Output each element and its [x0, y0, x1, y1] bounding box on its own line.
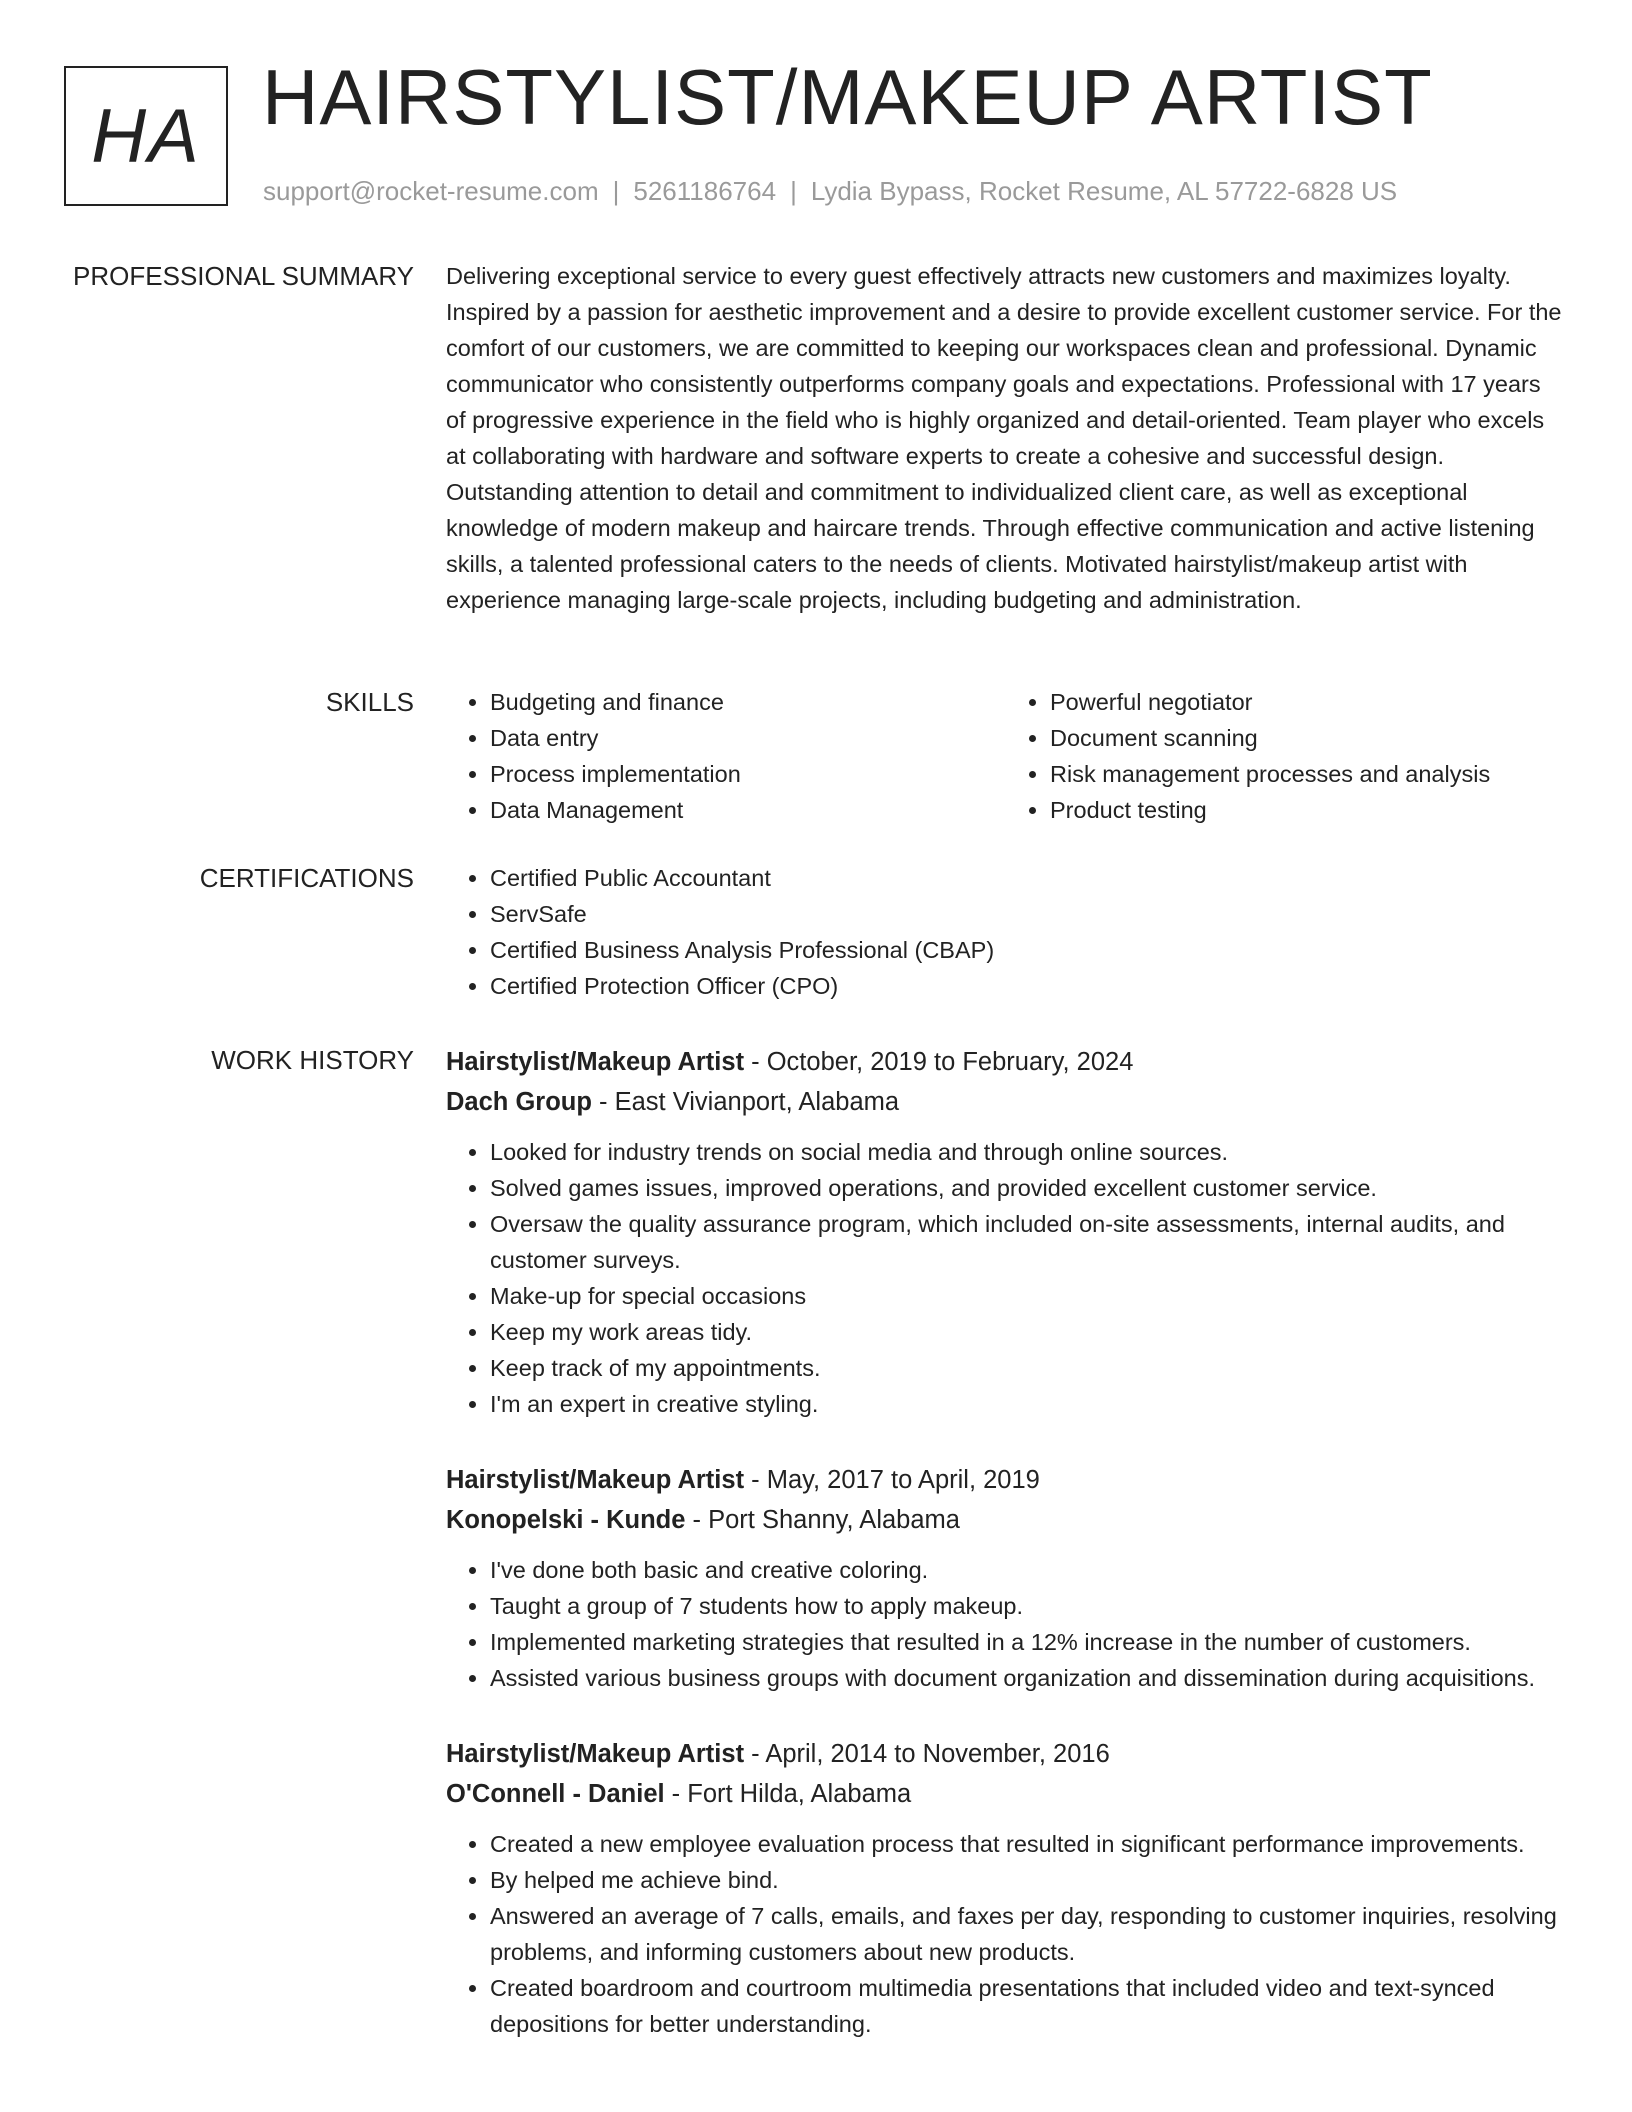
job-duty-item: • Oversaw the quality assurance program, which included on-site assessments, internal audits, and customer surveys. [490, 1206, 1566, 1278]
skill-item: • Powerful negotiator [1050, 684, 1566, 720]
skill-item: • Product testing [1050, 792, 1566, 828]
certification-item: • ServSafe [490, 896, 1566, 932]
resume-title: HAIRSTYLIST/MAKEUP ARTIST [262, 53, 1433, 141]
email-link[interactable]: support@rocket-resume.com [263, 176, 599, 206]
skills-list-right [1006, 684, 1566, 828]
skills-body [446, 684, 1566, 828]
summary-body [446, 258, 1566, 618]
job-duty-item: • Make-up for special occasions [490, 1278, 1566, 1314]
certification-item: • Certified Public Accountant [490, 860, 1566, 896]
job-duty-item: • Looked for industry trends on social media and through online sources. [490, 1134, 1566, 1170]
job-location: - Port Shanny, Alabama [685, 1506, 960, 1534]
job-duty-item: • Keep track of my appointments. [490, 1350, 1566, 1386]
summary-text: Delivering exceptional service to every guest effectively attracts new customers and maximizes loyalty. Inspired by a passion for aesthetic improvement and a desire to provide excellent customer service. For the comfort of our customers, we are committed to keeping our workspaces clean and professional. Dynamic communicator who consistently outperforms company goals and expectations. Professional with 17 years of progressive experience in the field who is highly organized and detail-oriented. Team player who excels at collaborating with hardware and software experts to create a cohesive and successful design. Outstanding attention to detail and commitment to individualized client care, as well as exceptional knowledge of modern makeup and haircare trends. Through effective communication and active listening skills, a talented professional caters to the needs of clients. Motivated hairstylist/makeup artist with experience managing large-scale projects, including budgeting and administration. [446, 263, 1562, 613]
contact-separator: | [612, 176, 620, 206]
skill-item: • Data entry [490, 720, 1006, 756]
job-duty-item: • Created a new employee evaluation process that resulted in significant performance improvements. [490, 1826, 1566, 1862]
job-duty-item: • I'm an expert in creative styling. [490, 1386, 1566, 1422]
job-title-line [446, 1734, 1566, 1774]
job-duty-item: • Created boardroom and courtroom multimedia presentations that included video and text-synced depositions for better understanding. [490, 1970, 1566, 2042]
section-heading-certifications: CERTIFICATIONS [199, 863, 414, 893]
section-heading-skills: SKILLS [325, 687, 414, 717]
company-name: O'Connell - Daniel [446, 1780, 665, 1808]
job-duty-item: • Answered an average of 7 calls, emails, and faxes per day, responding to customer inquiries, resolving problems, and informing customers about new products. [490, 1898, 1566, 1970]
contact-separator: | [790, 176, 797, 206]
job-location: - East Vivianport, Alabama [591, 1088, 900, 1116]
skills-list-left [446, 684, 1006, 828]
job-entry [446, 1734, 1566, 2042]
company-name: Konopelski - Kunde [446, 1506, 686, 1534]
job-dates: - October, 2019 to February, 2024 [744, 1048, 1134, 1076]
job-title: Hairstylist/Makeup Artist [446, 1740, 745, 1768]
address: Lydia Bypass, Rocket Resume, AL 57722-6828 US [810, 176, 1398, 206]
company-name: Dach Group [446, 1088, 592, 1116]
job-duty-item: • Keep my work areas tidy. [490, 1314, 1566, 1350]
job-duty-item: • Assisted various business groups with document organization and dissemination during acquisitions. [490, 1660, 1566, 1696]
work-history-body [446, 1042, 1566, 2080]
job-duties-list [446, 1134, 1566, 1422]
skill-item: • Process implementation [490, 756, 1006, 792]
job-org-line [446, 1082, 1566, 1122]
skill-item: • Budgeting and finance [490, 684, 1006, 720]
skill-item: • Risk management processes and analysis [1050, 756, 1566, 792]
job-duty-item: • I've done both basic and creative coloring. [490, 1552, 1566, 1588]
section-heading-work-history: WORK HISTORY [211, 1045, 414, 1075]
job-title: Hairstylist/Makeup Artist [446, 1048, 745, 1076]
certifications-list [446, 860, 1566, 1004]
job-duty-item: • Implemented marketing strategies that resulted in a 12% increase in the number of customers. [490, 1624, 1566, 1660]
job-duty-item: • Solved games issues, improved operations, and provided excellent customer service. [490, 1170, 1566, 1206]
job-duty-item: • By helped me achieve bind. [490, 1862, 1566, 1898]
job-entry [446, 1460, 1566, 1696]
job-dates: - April, 2014 to November, 2016 [744, 1740, 1110, 1768]
job-dates: - May, 2017 to April, 2019 [744, 1466, 1040, 1494]
job-duties-list [446, 1552, 1566, 1696]
job-location: - Fort Hilda, Alabama [664, 1780, 912, 1808]
job-org-line [446, 1500, 1566, 1540]
section-heading-summary: PROFESSIONAL SUMMARY [73, 261, 414, 291]
certification-item: • Certified Business Analysis Professional (CBAP) [490, 932, 1566, 968]
job-duty-item: • Taught a group of 7 students how to apply makeup. [490, 1588, 1566, 1624]
job-title: Hairstylist/Makeup Artist [446, 1466, 745, 1494]
phone-number: 5261186764 [633, 176, 777, 206]
certification-item: • Certified Protection Officer (CPO) [490, 968, 1566, 1004]
skill-item: • Document scanning [1050, 720, 1566, 756]
certifications-body [446, 860, 1566, 1004]
monogram-logo: HA [64, 66, 228, 206]
skill-item: • Data Management [490, 792, 1006, 828]
job-title-line [446, 1042, 1566, 1082]
contact-line [263, 176, 1397, 207]
job-entry [446, 1042, 1566, 1422]
job-duties-list [446, 1826, 1566, 2042]
job-title-line [446, 1460, 1566, 1500]
job-org-line [446, 1774, 1566, 1814]
